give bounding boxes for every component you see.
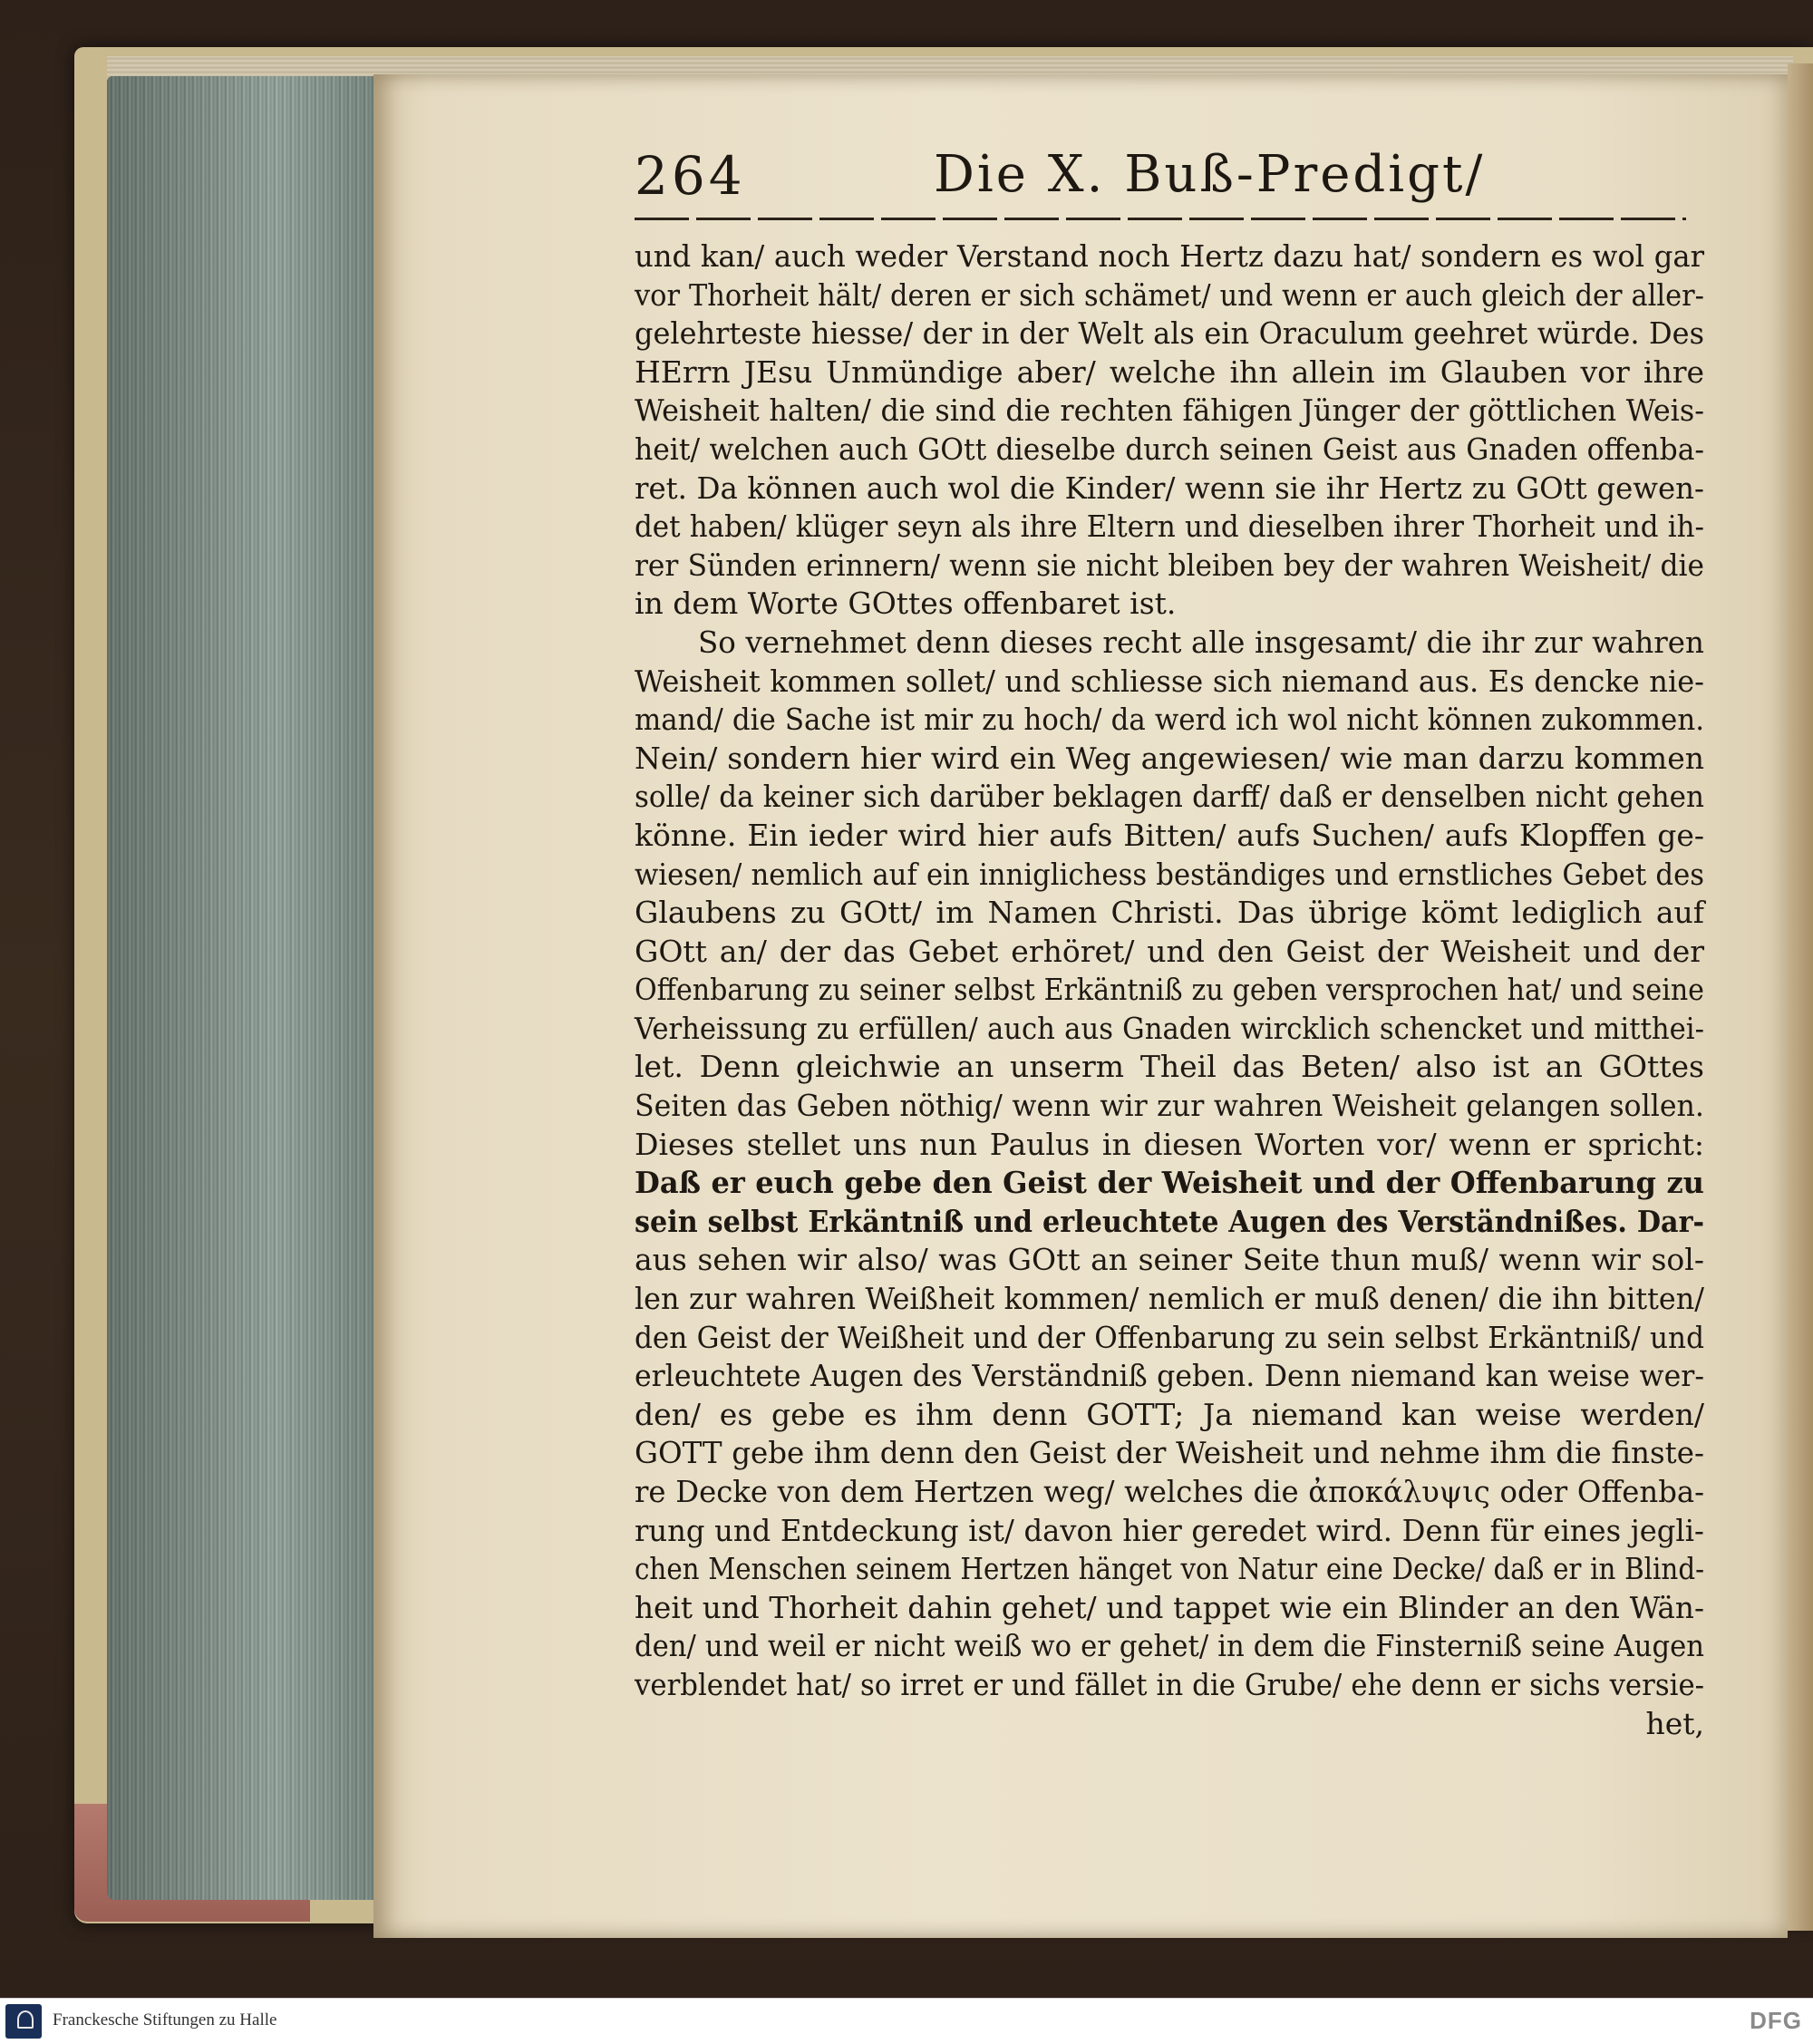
text-line: aus sehen wir also/ was GOtt an seiner Seite thun muß/ wenn wir sol- xyxy=(635,1242,1704,1278)
text-line: det haben/ klüger seyn als ihre Eltern und dieselben ihrer Thorheit und ih- xyxy=(635,509,1704,545)
institution-logo-icon[interactable] xyxy=(5,2004,42,2039)
text-line: re Decke von dem Hertzen weg/ welches die ἀποκάλυψις oder Offenba- xyxy=(635,1474,1705,1509)
text-line: Weisheit halten/ die sind die rechten fähigen Jünger der göttlichen Weis- xyxy=(635,392,1704,429)
text-line: verblendet hat/ so irret er und fället in die Grube/ ehe denn er sichs versie- xyxy=(635,1666,1705,1702)
text-line: den/ und weil er nicht weiß wo er gehet/ in dem die Finsterniß seine Augen xyxy=(635,1628,1704,1664)
text-line: könne. Ein ieder wird hier aufs Bitten/ aufs Suchen/ aufs Klopffen ge- xyxy=(635,817,1704,853)
text-line: mand/ die Sache ist mir zu hoch/ da werd ich wol nicht können zukommen. xyxy=(635,702,1705,738)
text-line: Offenbarung zu seiner selbst Erkäntniß zu geben versprochen hat/ und seine xyxy=(635,972,1704,1008)
text-line: erleuchtete Augen des Verständniß geben. Denn niemand kan weise wer- xyxy=(635,1358,1704,1394)
text-line: und kan/ auch weder Verstand noch Hertz dazu hat/ sondern es wol gar xyxy=(635,238,1705,274)
text-line: wiesen/ nemlich auf ein inniglichess beständiges und ernstliches Gebet des xyxy=(635,856,1705,892)
text-line: rer Sünden erinnern/ wenn sie nicht bleiben bey der wahren Weisheit/ die xyxy=(635,547,1705,583)
text-line: len zur wahren Weißheit kommen/ nemlich er muß denen/ die ihn bitten/ xyxy=(635,1281,1704,1317)
text-line: Weisheit kommen sollet/ und schliesse sich niemand aus. Es dencke nie- xyxy=(635,663,1704,699)
text-line: GOTT gebe ihm denn den Geist der Weisheit und nehme ihm die finste- xyxy=(635,1435,1704,1471)
text-line: den/ es gebe es ihm denn GOTT; Ja niemand kan weise werden/ xyxy=(635,1396,1704,1432)
facing-page-edge xyxy=(1788,63,1813,1931)
viewer-footer-bar xyxy=(0,1998,1813,2044)
text-line: den Geist der Weißheit und der Offenbarung zu sein selbst Erkäntniß/ und xyxy=(635,1319,1704,1355)
institution-name[interactable]: Franckesche Stiftungen zu Halle xyxy=(53,2010,277,2029)
text-line: rung und Entdeckung ist/ davon hier geredet wird. Denn für eines jegli- xyxy=(635,1512,1704,1548)
scripture-quote-line: sein selbst Erkäntniß und erleuchtete Augen des Verständnißes. Dar- xyxy=(635,1203,1705,1239)
text-line: Glaubens zu GOtt/ im Namen Christi. Das übrige kömt lediglich auf xyxy=(635,895,1704,931)
text-line: HErrn JEsu Unmündige aber/ welche ihn allein im Glauben vor ihre xyxy=(635,354,1704,390)
text-line: chen Menschen seinem Hertzen hänget von Natur eine Decke/ daß er in Blind- xyxy=(635,1551,1705,1587)
page-edges-shade xyxy=(107,76,388,1900)
text-line: gelehrteste hiesse/ der in der Welt als ein Oraculum geehret würde. Des xyxy=(635,315,1704,352)
text-line: heit und Thorheit dahin gehet/ und tappet wie ein Blinder an den Wän- xyxy=(635,1589,1704,1625)
text-line: in dem Worte GOttes offenbaret ist. xyxy=(635,586,1177,622)
catchword: het, xyxy=(1645,1705,1704,1741)
text-line: GOtt an/ der das Gebet erhöret/ und den Geist der Weisheit und der xyxy=(635,933,1704,969)
page-header xyxy=(635,145,1695,218)
text-line: vor Thorheit hält/ deren er sich schämet/ und wenn er auch gleich der aller- xyxy=(635,276,1704,313)
text-line: Seiten das Geben nöthig/ wenn wir zur wahren Weisheit gelangen sollen. xyxy=(635,1088,1704,1124)
text-line: So vernehmet denn dieses recht alle insgesamt/ die ihr zur wahren xyxy=(697,624,1704,660)
header-rule xyxy=(635,218,1686,220)
scripture-quote-line: Daß er euch gebe den Geist der Weisheit und der Offenbarung zu xyxy=(635,1165,1704,1201)
page-body-text xyxy=(635,237,1704,1743)
text-line: heit/ welchen auch GOtt dieselbe durch seinen Geist aus Gnaden offenba- xyxy=(635,431,1705,467)
text-line: let. Denn gleichwie an unserm Theil das Beten/ also ist an GOttes xyxy=(635,1049,1704,1085)
text-line: Verheissung zu erfüllen/ auch aus Gnaden wircklich schencket und mitthei- xyxy=(635,1010,1704,1046)
running-title: Die X. Buß-Predigt/ xyxy=(934,145,1486,204)
page-number: 264 xyxy=(635,145,746,207)
text-line: ret. Da können auch wol die Kinder/ wenn sie ihr Hertz zu GOtt gewen- xyxy=(635,470,1704,506)
text-line: solle/ da keiner sich darüber beklagen darff/ daß er denselben nicht gehen xyxy=(635,779,1704,815)
text-line: Dieses stellet uns nun Paulus in diesen Worten vor/ wenn er spricht: xyxy=(635,1126,1704,1162)
dfg-logo[interactable]: DFG xyxy=(1750,2007,1802,2034)
text-line: Nein/ sondern hier wird ein Weg angewiesen/ wie man darzu kommen xyxy=(635,740,1704,776)
